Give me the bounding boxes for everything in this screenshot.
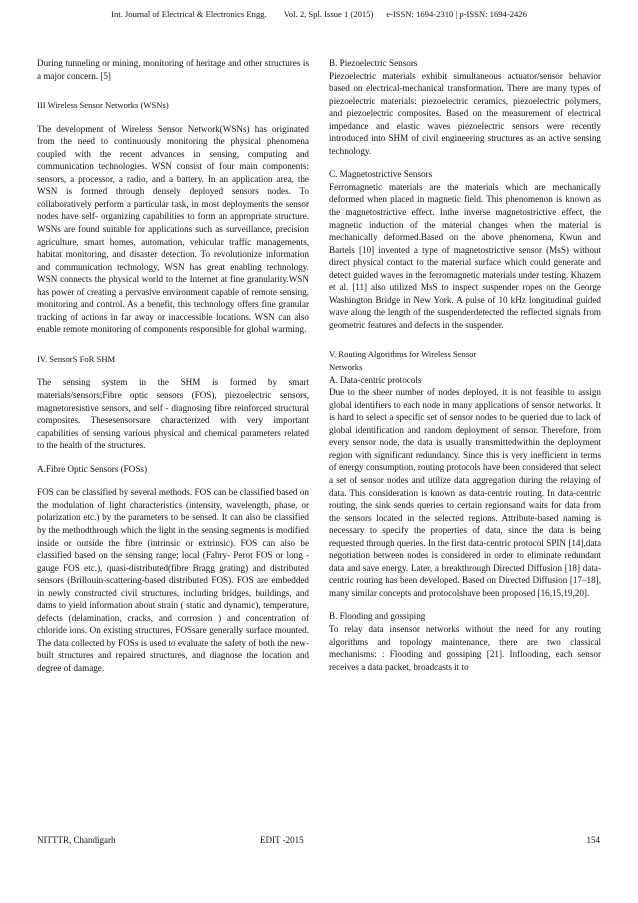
section-heading: IV. SensorS FoR SHM (37, 353, 116, 364)
footer-page-number: 154 (586, 835, 600, 845)
paragraph: To relay data insensor networks without the need for any routing algorithms and topology maintenance, there are two classical mechanisms: : Flooding and gossiping [21]. Inflooding, each sensor receives a data packet, broadcasts it to (329, 623, 601, 672)
subsection-heading: A. Data-centric protocols (329, 374, 422, 385)
subsection-heading: A.Fibre Optic Sensors (FOSs) (37, 463, 148, 474)
paragraph: Piezoelectric materials exhibit simultaneous actuator/sensor behavior based on electrical-mechanical transformation. There are many types of piezoelectric materials: piezoelectric ceramics, piezoelectric polymers, and piezoelectric composites. Based on the measurement of electrical impedance and elastic waves piezoelectric sensors were recently introduced into SHM of civil engineering structures as an active sensing technology. (329, 70, 601, 156)
left-column (37, 57, 309, 675)
journal-issn: e-ISSN: 1694-2310 | p-ISSN: 1694-2426 (386, 9, 527, 19)
footer-institution: NITTTR, Chandigarh (37, 835, 116, 845)
journal-volume: Vol. 2, Spl. Issue 1 (2015) (283, 9, 374, 19)
intro-paragraph: During tunneling or mining, monitoring of heritage and other structures is a major concern. [5] (37, 58, 309, 81)
subsection-heading: B. Flooding and gossiping (329, 611, 426, 622)
journal-name: Int. Journal of Electrical & Electronics Engg. (111, 9, 267, 19)
subsection-heading: C. Magnetostrictive Sensors (329, 169, 433, 180)
paragraph: FOS can be classified by several methods. FOS can be classified based on the modulation of light characteristics (intensity, wavelength, phase, or polarization etc.) by the parameters to be sensed. It can also be classified by the methodthrough which the light in the sensing segments is modified inside or outside the fibre (intrinsic or extrinsic). FOS can also be classified based on the sensing range; local (Fabry- Perot FOS or long - gauge FOS etc.), quasi-distributed(fibre Bragg grating) and distributed sensors (Brillouin-scattering-based distributed FOS). FOS are embedded in newly constructed civil structures, including bridges, buildings, and dams to yield information about strain ( static and dynamic), temperature, defects (delamination, cracks, and corrosion ) and concentration of chloride ions. On existing structures, FOSsare generally surface mounted. The data collected by FOSs is used to evaluate the safety of both the new-built structures and repaired structures, and diagnose the location and degree of damage. (37, 487, 309, 673)
footer-edition: EDIT -2015 (260, 835, 304, 845)
section-heading: V. Routing Algorithms for Wireless Sensor (329, 349, 477, 360)
paragraph: The sensing system in the SHM is formed by smart materials/sensors;Fibre optic sensors (FOS), piezoelectric sensors, magnetoresistive sensors, and self - diagnosing fibre reinforced structural composites. Thesesensorsare characterized with very important capabilities of sensing various physical and chemical parameters related to the health of the structures. (37, 377, 309, 451)
paragraph: Ferromagnetic materials are the materials which are mechanically deformed when placed in magnetic field. This phenomenon is known as the magnetostrictive effect. Inthe inverse magnetostrictive effect, the magnetic induction of the material changes when the material is mechanically deformed.Based on the above phenomena, Kwun and Bartels [10] invented a type of magnetostrictive sensor (MsS) without direct physical contact to the material surface which could generate and detect guided waves in the ferromagnetic materials under testing. Khazem et al. [11] also utilized MsS to inspect suspender ropes on the George Washington Bridge in New York. A pulse of 10 kHz longitudinal guided wave along the length of the suspenderdetected the reflected signals from geometric features and defects in the suspender. (329, 181, 601, 330)
paragraph: Due to the sheer number of nodes deployed, it is not feasible to assign global identifiers to each node in many applications of sensor networks. It is hard to select a specific set of sensor nodes to be queried due to lack of global identification and random deployment of sensor. Therefore, from every sensor node, the data is usually transmittedwithin the deployment region with significant redundancy. Since this is very inefficient in terms of energy consumption, routing protocols have been considered that select a set of sensor nodes and utilize data aggregation during the relaying of data. This consideration is known as data-centric routing. In data-centric routing, the sink sends queries to certain regionsand waits for data from the sensors located in the selected regions. Attribute-based naming is necessary to specify the properties of data, since the data is being requested through queries. In the first data-centric protocol SPIN [14],data negotiation between nodes is considered in order to eliminate redundant data and save energy. Later, a breakthrough Directed Diffusion [18] data-centric routing has been developed. Based on Directed Diffusion [17–18], many similar concepts and protocolshave been proposed [16,15,19,20]. (329, 387, 601, 598)
subsection-heading: B. Piezoelectric Sensors (329, 58, 418, 68)
section-heading-line-2: Networks (329, 362, 363, 373)
section-heading: III Wireless Sensor Networks (WSNs) (37, 100, 169, 111)
paragraph: The development of Wireless Sensor Network(WSNs) has originated from the need to continuously monitoring the physical phenomena coupled with the recent advances in sensing, computing and communication technologies. WSN consist of four main components: sensors, a processor, a radio, and a battery. In an application area, the WSN is formed through densely deployed sensors nodes. To collaboratively perform a particular task, in most deployments the sensor nodes have self- organizing capabilities to form an appropriate structure. WSNs are found suitable for applications such as surveillance, precision agriculture, smart homes, automation, vehicular traffic managements, habitat monitoring, and disaster detection. To revolutionize information and communication technology, WSN has great enabling technology. WSN connects the physical world to the Internet at fine granularity.WSN has power of creating a pervasive environment capable of remote sensing, monitoring and control. As a benefit, this technology offers fine granular tracking of actions in far away or inaccessible locations. WSN can also enable remote monitoring of components responsible for global warming. (37, 123, 309, 335)
right-column (329, 57, 601, 673)
running-header (0, 9, 638, 19)
